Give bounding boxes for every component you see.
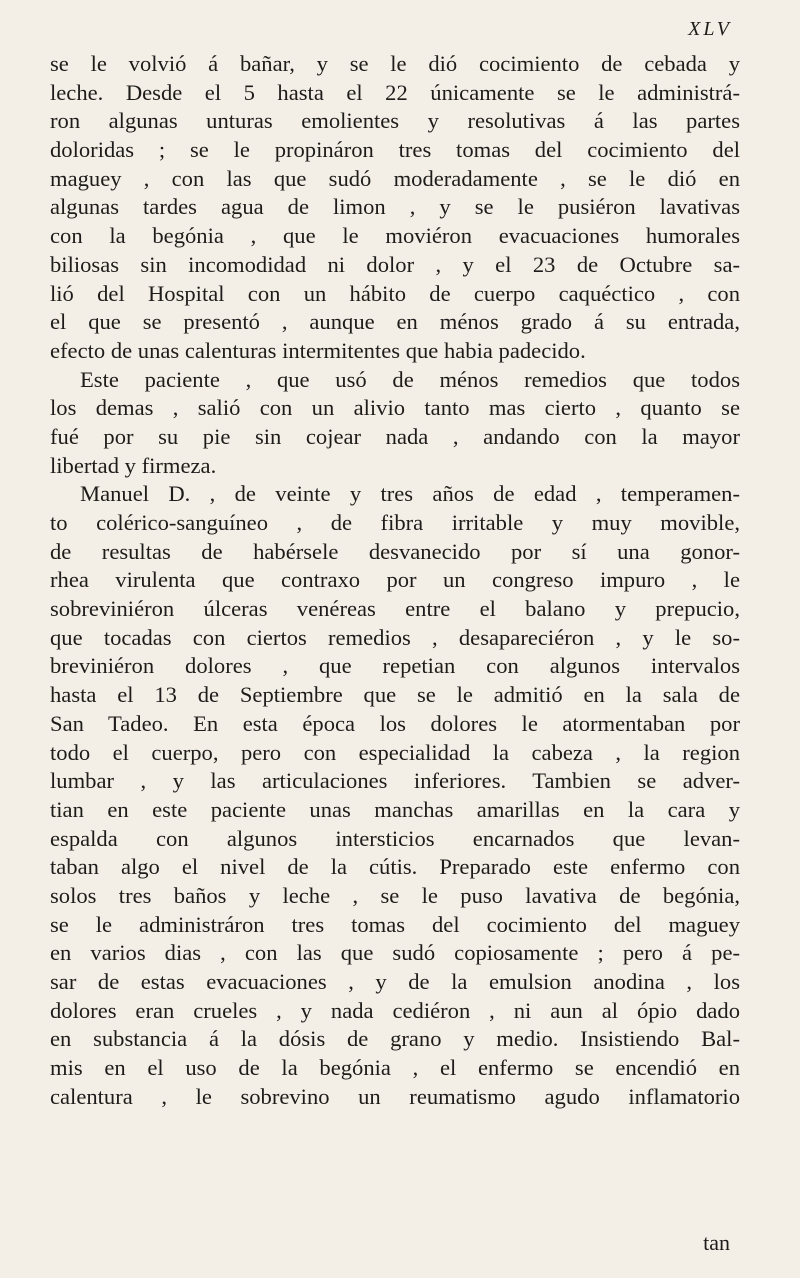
text-line: en substancia á la dósis de grano y medio. Insistiendo Bal- xyxy=(50,1026,740,1052)
text-line: dolores eran crueles , y nada cediéron , ni aun al ópio dado xyxy=(50,997,740,1023)
text-line: el que se presentó , aunque en ménos grado á su entrada, xyxy=(50,309,740,335)
text-line: sar de estas evacuaciones , y de la emulsion anodina , los xyxy=(50,969,740,994)
text-line: rhea virulenta que contraxo por un congreso impuro , le xyxy=(50,567,740,593)
text-line: doloridas ; se le propináron tres tomas del cocimiento del xyxy=(50,137,740,163)
text-line: algunas tardes agua de limon , y se le pusiéron lavativas xyxy=(50,194,740,220)
text-line: leche. Desde el 5 hasta el 22 únicamente se le administrá- xyxy=(50,79,740,105)
text-line: tian en este paciente unas manchas amarillas en la cara y xyxy=(50,796,740,822)
text-line: fué por su pie sin cojear nada , andando con la mayor xyxy=(50,423,740,449)
text-line: espalda con algunos intersticios encarnados que levan- xyxy=(50,825,740,851)
text-line: breviniéron dolores , que repetian con algunos intervalos xyxy=(50,653,740,679)
text-line: que tocadas con ciertos remedios , desapareciéron , y le so- xyxy=(50,624,740,650)
text-line: ron algunas unturas emolientes y resolutivas á las partes xyxy=(50,108,740,134)
catchword: tan xyxy=(703,1230,730,1255)
text-line: mis en el uso de la begónia , el enfermo se encendió en xyxy=(50,1055,740,1081)
text-line: se le administráron tres tomas del cocimiento del maguey xyxy=(50,911,740,937)
text-line: todo el cuerpo, pero con especialidad la cabeza , la region xyxy=(50,739,740,765)
text-line: Manuel D. , de veinte y tres años de edad , temperamen- xyxy=(80,481,740,507)
text-line: calentura , le sobrevino un reumatismo agudo inflamatorio xyxy=(50,1083,740,1109)
text-line: Este paciente , que usó de ménos remedios que todos xyxy=(80,366,740,392)
text-line: biliosas sin incomodidad ni dolor , y el 23 de Octubre sa- xyxy=(50,251,740,277)
text-line: con la begónia , que le moviéron evacuaciones humorales xyxy=(50,223,740,249)
body-text xyxy=(50,50,740,1111)
text-line: sobreviniéron úlceras venéreas entre el balano y prepucio, xyxy=(50,596,740,622)
text-line: libertad y firmeza. xyxy=(50,452,217,478)
text-line: to colérico-sanguíneo , de fibra irritable y muy movible, xyxy=(50,510,740,535)
text-line: San Tadeo. En esta época los dolores le atormentaban por xyxy=(50,710,740,736)
text-line: taban algo el nivel de la cútis. Preparado este enfermo con xyxy=(50,854,740,880)
text-line: efecto de unas calenturas intermitentes que habia padecido. xyxy=(50,337,586,363)
text-line: en varios dias , con las que sudó copiosamente ; pero á pe- xyxy=(50,940,740,966)
text-line: solos tres baños y leche , se le puso lavativa de begónia, xyxy=(50,882,740,908)
text-line: maguey , con las que sudó moderadamente , se le dió en xyxy=(50,165,740,191)
text-line: lumbar , y las articulaciones inferiores. Tambien se adver- xyxy=(50,768,740,794)
text-line: lió del Hospital con un hábito de cuerpo caquéctico , con xyxy=(50,280,740,306)
page-number-header: XLV xyxy=(688,18,732,40)
text-line: de resultas de habérsele desvanecido por sí una gonor- xyxy=(50,538,740,564)
text-line: se le volvió á bañar, y se le dió cocimiento de cebada y xyxy=(50,51,740,76)
text-line: los demas , salió con un alivio tanto mas cierto , quanto se xyxy=(50,395,740,421)
text-line: hasta el 13 de Septiembre que se le admitió en la sala de xyxy=(50,682,740,708)
